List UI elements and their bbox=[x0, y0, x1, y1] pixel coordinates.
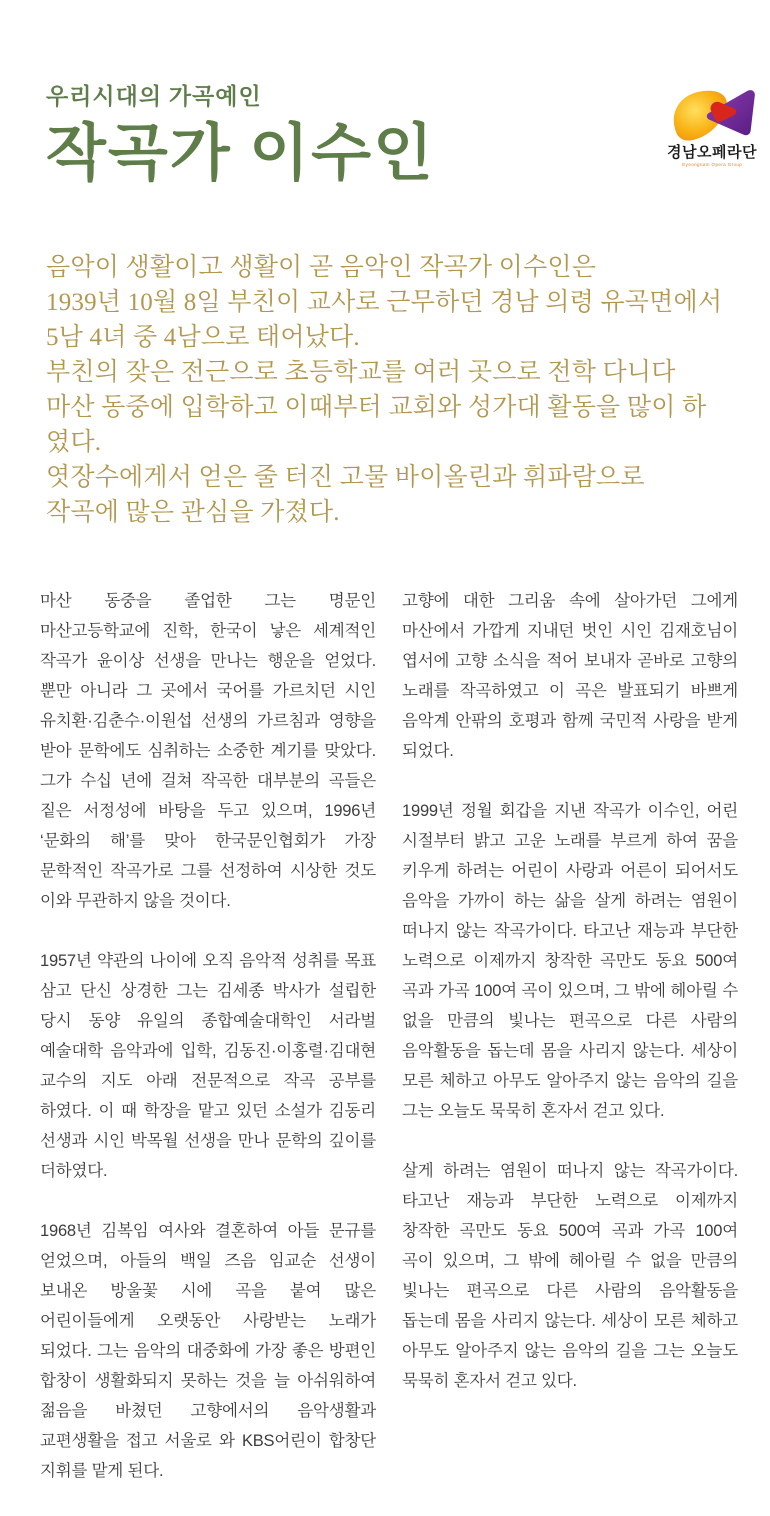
article-page bbox=[0, 78, 770, 1481]
lead-line: 5남 4녀 중 4남으로 태어났다. bbox=[46, 324, 360, 352]
right-column bbox=[402, 586, 738, 1516]
lead-paragraph bbox=[46, 250, 730, 530]
lead-line: 부친의 잦은 전근으로 초등학교를 여러 곳으로 전학 다니다 bbox=[46, 359, 676, 387]
body-paragraph: 1968년 김복임 여사와 결혼하여 아들 문규를 얻었으며, 아들의 백일 즈음 임교순 선생이 보내온 방울꽃 시에 곡을 붙여 많은 어린이들에게 오랫동안 사랑받는 노래가 되었다. 그는 음악의 대중화에 가장 좋은 방편인 합창이 생활화되지 못하는 것을 늘 아쉬워하여 젊음을 바쳤던 고향에서의 음악생활과 교편생활을 접고 서울로 와 KBS어린이 합창단 지휘를 맡게 된다. bbox=[40, 1222, 376, 1481]
logo-org-subtext: Gyeongnam Opera Group bbox=[681, 161, 743, 167]
body-columns bbox=[40, 586, 738, 1516]
body-paragraph: 고향에 대한 그리움 속에 살아가던 그에게 마산에서 가깝게 지내던 벗인 시인 김재호님이 엽서에 고향 소식을 적어 보내자 곧바로 고향의 노래를 작곡하였고 이 곡은 발표되기 바쁘게 음악계 안팎의 호평과 함께 국민적 사랑을 받게 되었다. bbox=[402, 592, 738, 761]
logo-org-name: 경남오페라단 bbox=[667, 145, 757, 161]
lead-line: 마산 동중에 입학하고 이때부터 교회와 성가대 활동을 많이 하였다. bbox=[46, 394, 707, 457]
body-paragraph: 1999년 정월 회갑을 지낸 작곡가 이수인, 어린 시절부터 밝고 고운 노래를 부르게 하여 꿈을 키우게 하려는 어린이 사랑과 어른이 되어서도 음악을 가까이 하는 삶을 살게 하려는 염원이 떠나지 않는 작곡가이다. 타고난 재능과 부단한 노력으로 이제까지 창작한 곡만도 동요 500여 곡과 가곡 100여 곡이 있으며, 그 밖에 헤아릴 수 없을 만큼의 빛나는 편곡으로 다른 사람의 음악활동을 돕는데 몸을 사리지 않는다. 세상이 모른 체하고 아무도 알아주지 않는 음악의 길을 그는 오늘도 묵묵히 혼자서 걷고 있다. bbox=[402, 802, 738, 1121]
body-paragraph: 살게 하려는 염원이 떠나지 않는 작곡가이다. 타고난 재능과 부단한 노력으로 이제까지 창작한 곡만도 동요 500여 곡과 가곡 100여 곡이 있으며, 그 밖에 헤아릴 수 없을 만큼의 빛나는 편곡으로 다른 사람의 음악활동을 돕는데 몸을 사리지 않는다. 세상이 모른 체하고 아무도 알아주지 않는 음악의 길을 그는 오늘도 묵묵히 혼자서 걷고 있다. bbox=[402, 1162, 738, 1391]
opera-logo-icon bbox=[666, 86, 758, 144]
body-paragraph: 1957년 약관의 나이에 오직 음악적 성취를 목표 삼고 단신 상경한 그는 김세종 박사가 설립한 당시 동양 유일의 종합예술대학인 서라벌 예술대학 음악과에 입학, 김동진·이홍렬·김대현 교수의 지도 아래 전문적으로 작곡 공부를 하였다. 이 때 학장을 맡고 있던 소설가 김동리 선생과 시인 박목월 선생을 만나 문학의 깊이를 더하였다. bbox=[40, 952, 376, 1181]
article-eyebrow: 우리시대의 가곡예인 bbox=[46, 84, 262, 109]
lead-line: 1939년 10월 8일 부친이 교사로 근무하던 경남 의령 유곡면에서 bbox=[46, 289, 723, 317]
lead-line: 엿장수에게서 얻은 줄 터진 고물 바이올린과 휘파람으로 bbox=[46, 464, 645, 492]
left-column bbox=[40, 586, 376, 1516]
body-paragraph: 마산 동중을 졸업한 그는 명문인 마산고등학교에 진학, 한국이 낳은 세계적인 작곡가 윤이상 선생을 만나는 행운을 얻었다. 뿐만 아니라 그 곳에서 국어를 가르치던 시인 유치환·김춘수·이원섭 선생의 가르침과 영향을 받아 문학에도 심취하는 소중한 계기를 맞았다. 그가 수십 년에 걸쳐 작곡한 대부분의 곡들은 짙은 서정성에 바탕을 두고 있으며, 1996년 ‘문화의 해’를 맞아 한국문인협회가 가장 문학적인 작곡가로 그를 선정하여 시상한 것도 이와 무관하지 않을 것이다. bbox=[40, 592, 376, 911]
lead-line: 작곡에 많은 관심을 가졌다. bbox=[46, 499, 340, 527]
lead-line: 음악이 생활이고 생활이 곧 음악인 작곡가 이수인은 bbox=[46, 254, 597, 282]
page-title: 작곡가 이수인 bbox=[46, 120, 435, 188]
opera-group-logo bbox=[662, 86, 762, 167]
